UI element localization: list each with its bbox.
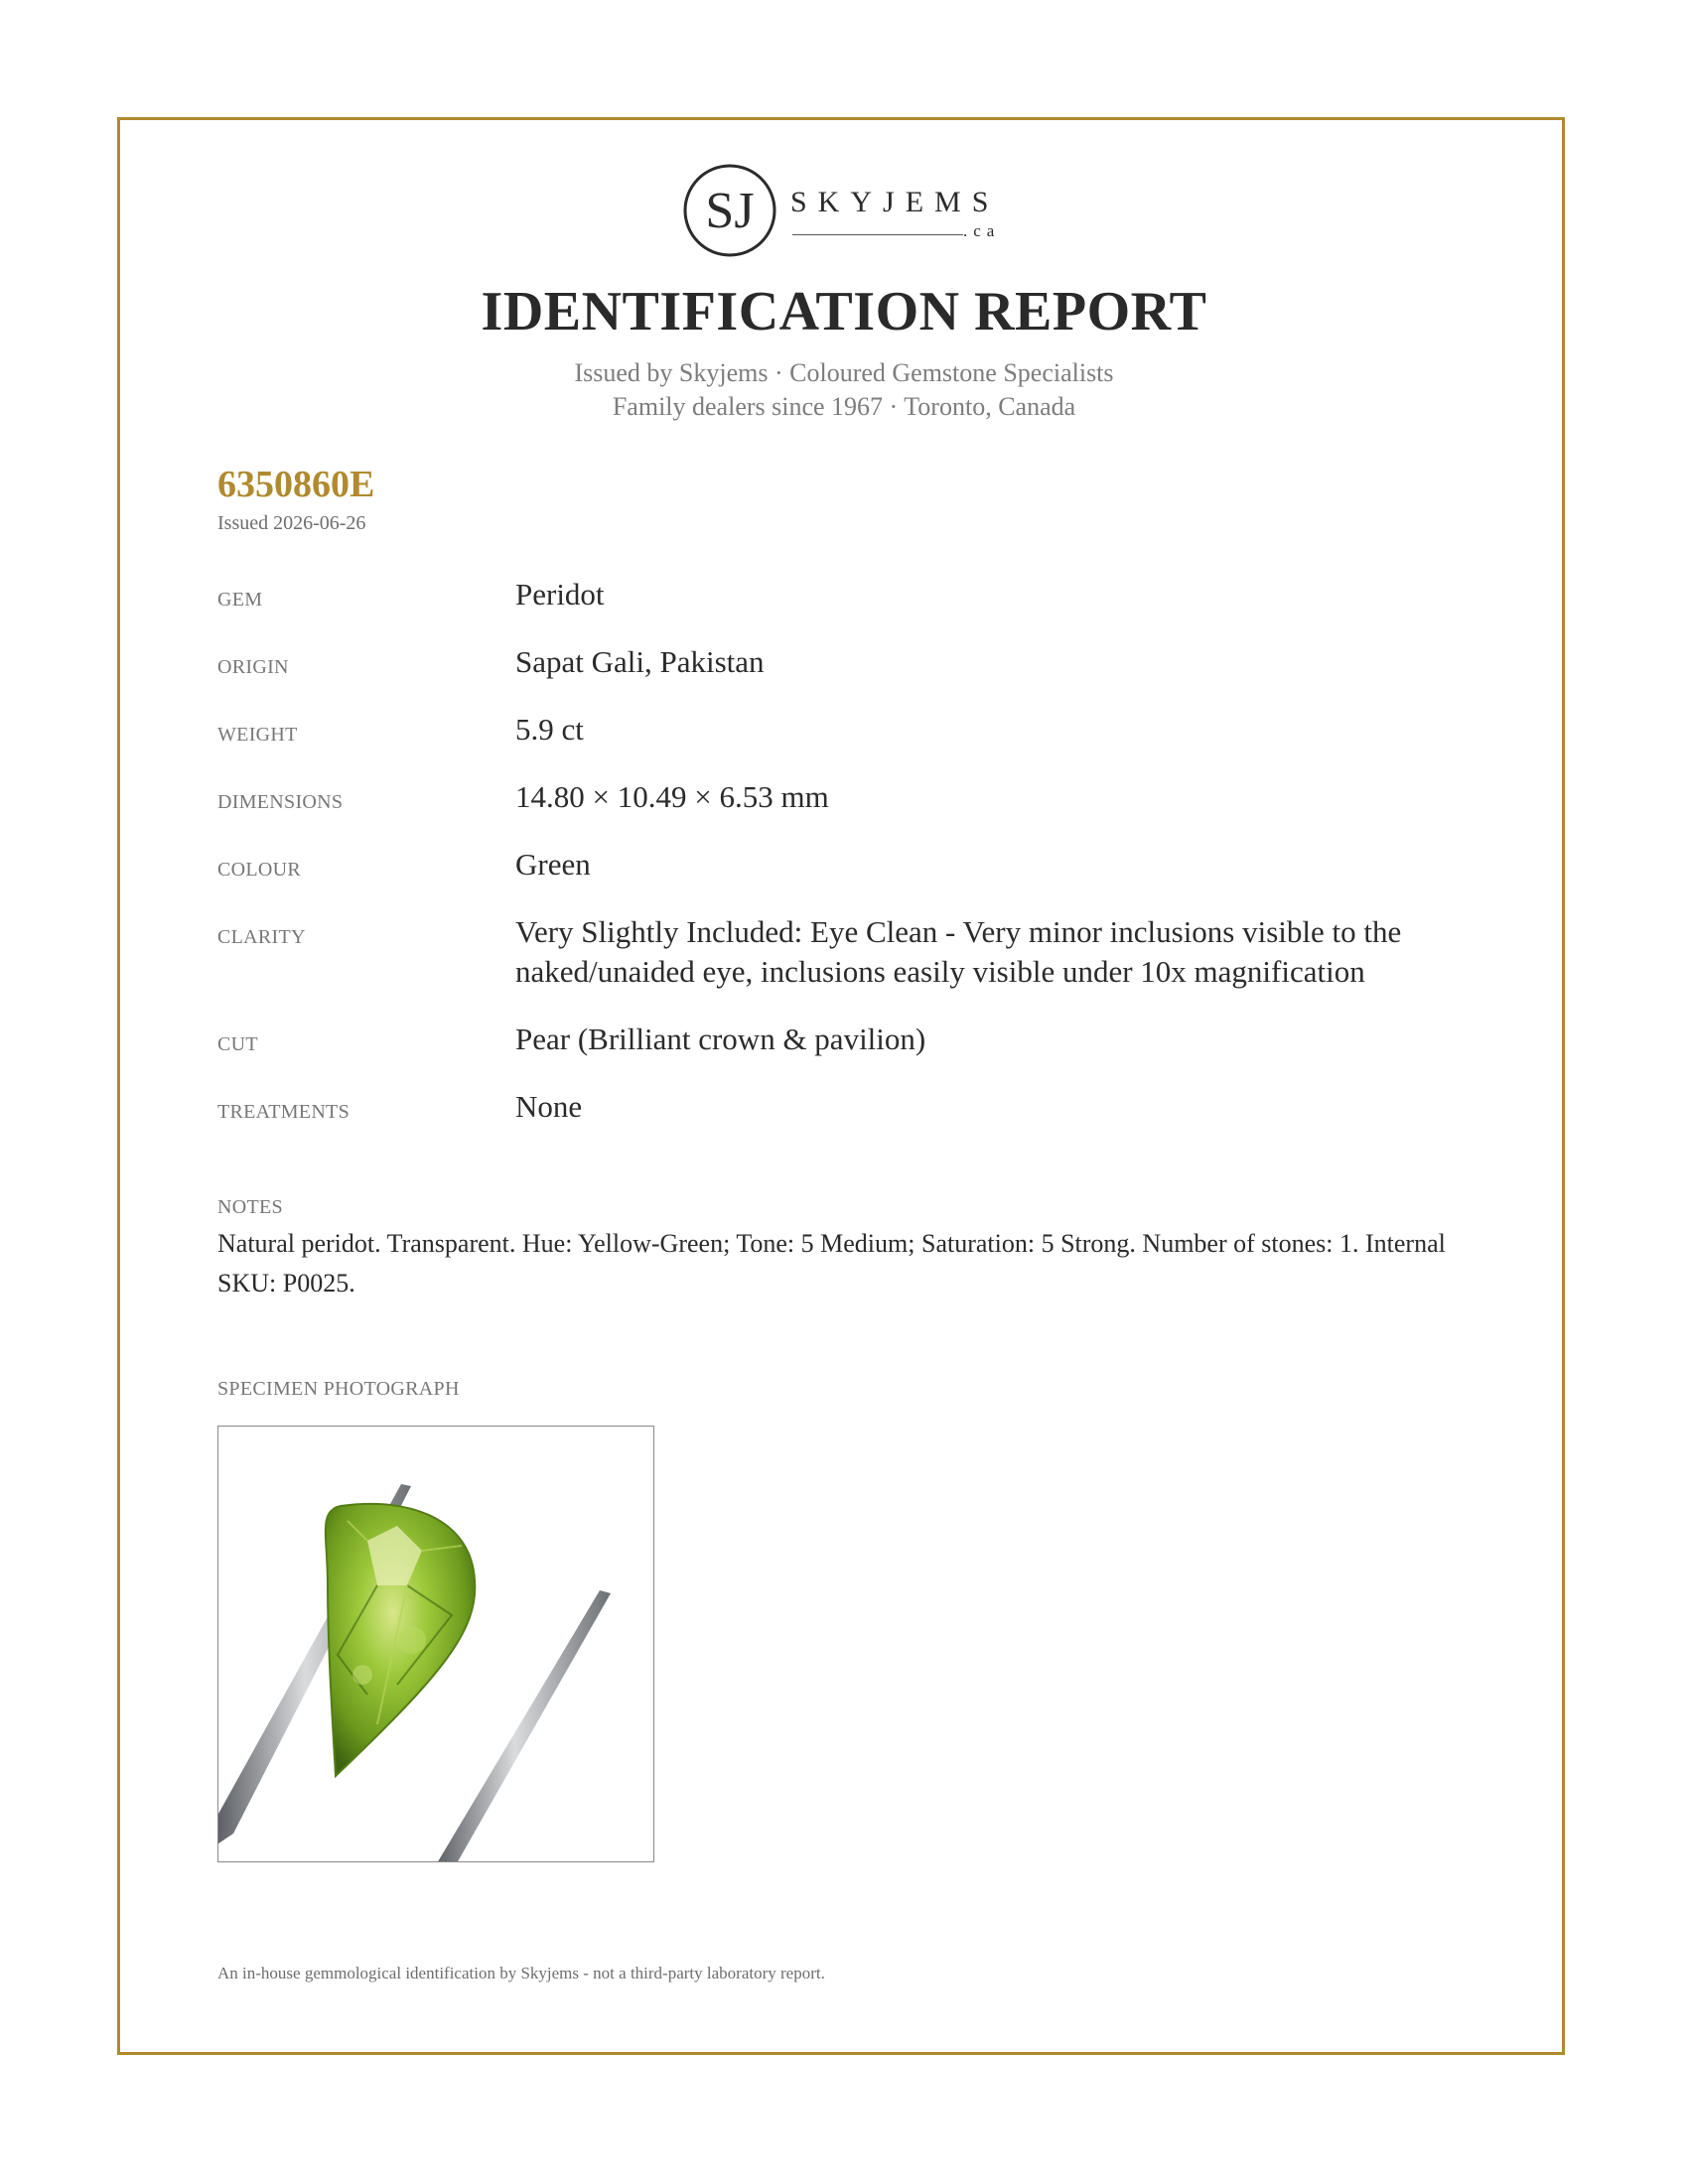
logo-domain: .ca — [963, 221, 1001, 240]
detail-value: Very Slightly Included: Eye Clean - Very minor inclusions visible to the naked/unaided eye, inclusions easily visible under 10x magnification — [515, 914, 1402, 989]
report-subtitle-line2: Family dealers since 1967 · Toronto, Canada — [612, 392, 1076, 421]
detail-label: CUT — [217, 1033, 258, 1055]
detail-label: TREATMENTS — [217, 1101, 350, 1123]
detail-value: None — [515, 1089, 583, 1124]
skyjems-logo — [681, 162, 1009, 271]
logo-monogram — [681, 162, 778, 259]
notes-label: NOTES — [217, 1196, 283, 1218]
detail-label: ORIGIN — [217, 656, 289, 678]
logo-divider — [792, 234, 963, 235]
detail-value: Peridot — [515, 577, 605, 612]
svg-text:SJ: SJ — [705, 183, 755, 239]
detail-label: GEM — [217, 589, 263, 611]
logo-wordmark: SKYJEMS — [790, 186, 1000, 218]
disclaimer-footer: An in-house gemmological identification by Skyjems - not a third-party laboratory report. — [217, 1964, 825, 1982]
report-title: IDENTIFICATION REPORT — [481, 281, 1207, 342]
peridot-in-tweezers-image — [218, 1427, 654, 1862]
detail-value: Sapat Gali, Pakistan — [515, 644, 765, 679]
detail-label: COLOUR — [217, 859, 302, 881]
report-subtitle-line1: Issued by Skyjems · Coloured Gemstone Specialists — [574, 358, 1114, 387]
notes-text: Natural peridot. Transparent. Hue: Yellow-Green; Tone: 5 Medium; Saturation: 5 Strong. Number of stones: 1. Internal SKU: P0025. — [217, 1229, 1446, 1297]
detail-label: DIMENSIONS — [217, 791, 344, 813]
issue-date: Issued 2026-06-26 — [217, 512, 366, 534]
specimen-photo — [217, 1426, 654, 1862]
detail-label: CLARITY — [217, 926, 306, 948]
report-number: 6350860E — [217, 464, 375, 505]
detail-value: 14.80 × 10.49 × 6.53 mm — [515, 779, 829, 814]
detail-value: 5.9 ct — [515, 712, 584, 747]
detail-value: Green — [515, 847, 591, 882]
detail-label: WEIGHT — [217, 724, 298, 746]
detail-value: Pear (Brilliant crown & pavilion) — [515, 1022, 926, 1056]
specimen-photo-label: SPECIMEN PHOTOGRAPH — [217, 1378, 460, 1400]
